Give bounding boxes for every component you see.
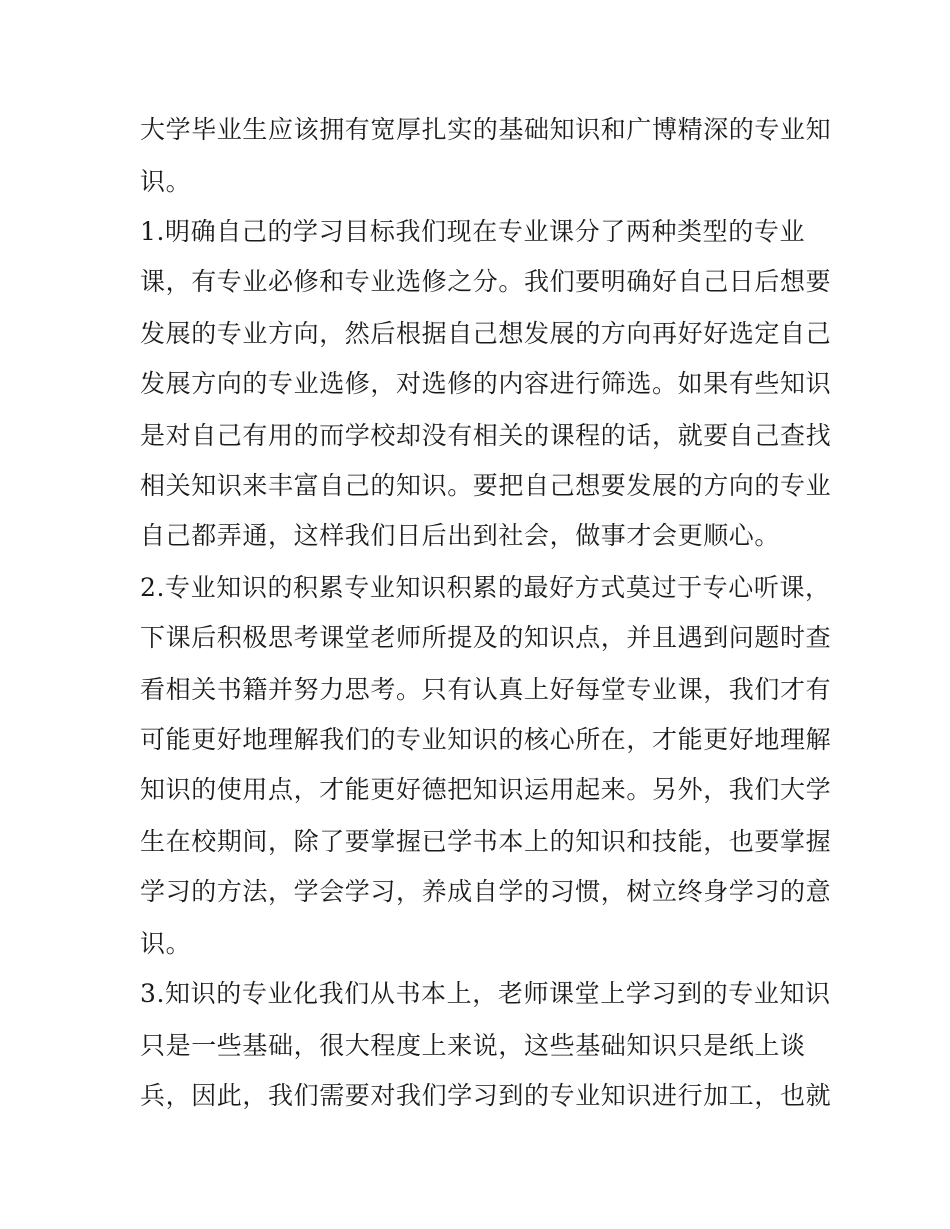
text-line: 学习的方法，学会学习，养成自学的习惯，树立终身学习的意 bbox=[140, 877, 832, 906]
text-line: 2.专业知识的积累专业知识积累的最好方式莫过于专心听课， bbox=[140, 573, 831, 602]
text-line: 是对自己有用的而学校却没有相关的课程的话，就要自己查找 bbox=[140, 421, 832, 450]
text-line: 识。 bbox=[140, 929, 192, 958]
text-line: 发展方向的专业选修，对选修的内容进行筛选。如果有些知识 bbox=[140, 369, 832, 398]
text-line: 生在校期间，除了要掌握已学书本上的知识和技能，也要掌握 bbox=[140, 827, 832, 856]
text-line: 3.知识的专业化我们从书本上，老师课堂上学习到的专业知识 bbox=[140, 979, 831, 1008]
text-line: 发展的专业方向，然后根据自己想发展的方向再好好选定自己 bbox=[140, 319, 832, 348]
text-line: 可能更好地理解我们的专业知识的核心所在，才能更好地理解 bbox=[140, 725, 832, 754]
text-line: 课，有专业必修和专业选修之分。我们要明确好自己日后想要 bbox=[140, 267, 832, 296]
text-line: 只是一些基础，很大程度上来说，这些基础知识只是纸上谈 bbox=[140, 1031, 806, 1060]
text-line: 1.明确自己的学习目标我们现在专业课分了两种类型的专业 bbox=[140, 217, 806, 246]
text-line: 下课后积极思考课堂老师所提及的知识点，并且遇到问题时查 bbox=[140, 623, 832, 652]
text-line: 大学毕业生应该拥有宽厚扎实的基础知识和广博精深的专业知 bbox=[140, 115, 832, 144]
text-line: 兵，因此，我们需要对我们学习到的专业知识进行加工，也就 bbox=[140, 1081, 832, 1110]
text-line: 自己都弄通，这样我们日后出到社会，做事才会更顺心。 bbox=[140, 521, 781, 550]
text-line: 识。 bbox=[140, 167, 192, 196]
text-line: 看相关书籍并努力思考。只有认真上好每堂专业课，我们才有 bbox=[140, 675, 832, 704]
text-line: 相关知识来丰富自己的知识。要把自己想要发展的方向的专业 bbox=[140, 471, 832, 500]
text-line: 知识的使用点，才能更好德把知识运用起来。另外，我们大学 bbox=[140, 775, 832, 804]
